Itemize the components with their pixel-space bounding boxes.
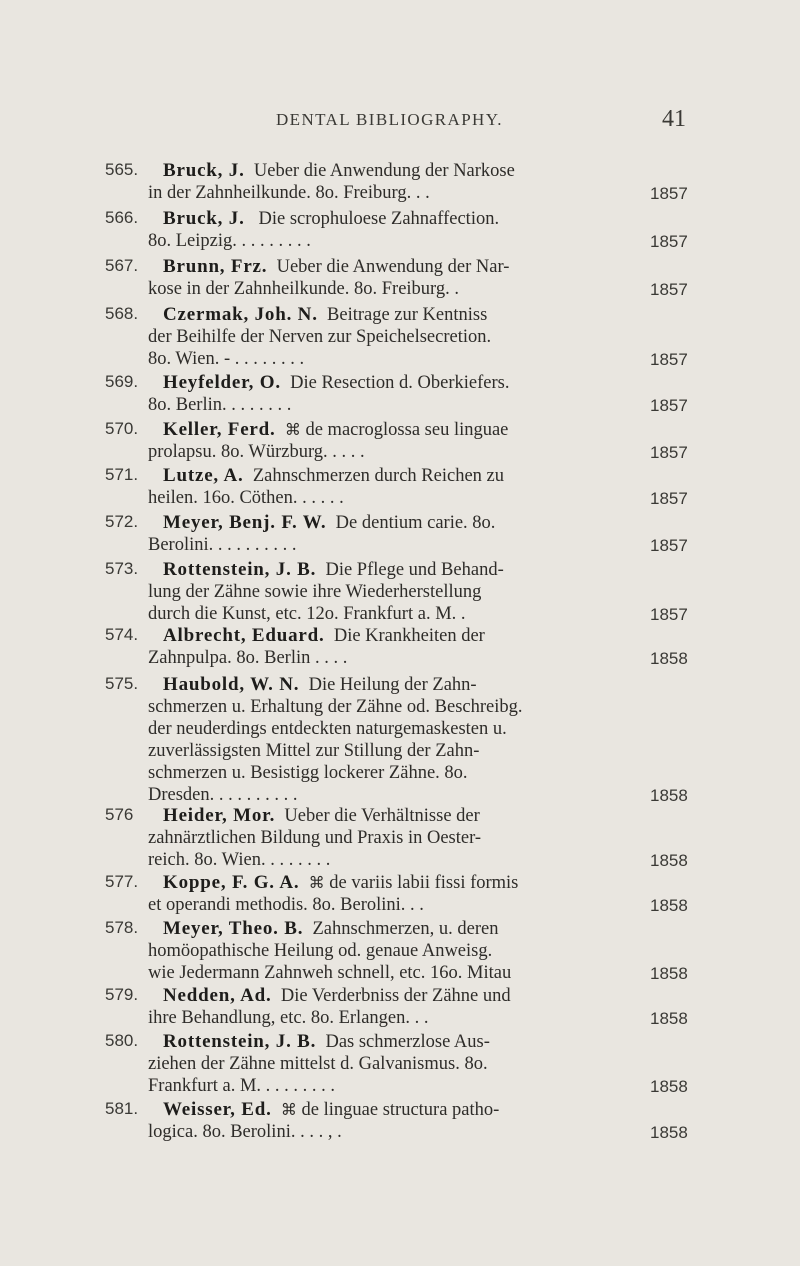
- entry-title: Zahnschmerzen durch Reichen zu: [252, 466, 504, 486]
- entry-number: 575.: [105, 674, 139, 693]
- entry-number: 571.: [105, 465, 139, 484]
- entry-author: Haubold, W. N.: [163, 674, 300, 695]
- entry-year: 1858: [650, 851, 688, 870]
- entry-title: Die Resection d. Oberkiefers.: [290, 373, 510, 393]
- entry-line: zuverlässigsten Mittel zur Stillung der Zahn-: [148, 741, 480, 761]
- entry-line: [163, 872, 518, 895]
- cross-mark-icon: ⌘: [308, 875, 325, 892]
- entry-line: zahnärztlichen Bildung und Praxis in Oester-: [148, 828, 482, 848]
- entry-line: [163, 625, 485, 647]
- entry-line: wie Jedermann Zahnweh schnell, etc. 16o. Mitau: [148, 963, 512, 983]
- entry-number: 577.: [105, 872, 139, 891]
- entry-title: Ueber die Verhältnisse der: [284, 806, 480, 826]
- entry-number: 576: [105, 805, 134, 824]
- entry-line: [163, 304, 487, 326]
- entry-line: heilen. 16o. Cöthen. . . . . .: [148, 488, 344, 508]
- entry-title: De dentium carie. 8o.: [335, 513, 496, 533]
- entry-line: prolapsu. 8o. Würzburg. . . . .: [148, 442, 365, 462]
- entry-number: 566.: [105, 208, 139, 227]
- entry-author: Lutze, A.: [163, 465, 244, 486]
- entry-author: Nedden, Ad.: [163, 985, 272, 1006]
- entry-number: 580.: [105, 1031, 139, 1050]
- entry-line: ziehen der Zähne mittelst d. Galvanismus. 8o.: [148, 1054, 488, 1074]
- cross-mark-icon: ⌘: [280, 1102, 297, 1119]
- entry-line: [163, 805, 480, 827]
- entry-author: Czermak, Joh. N.: [163, 304, 318, 325]
- entry-year: 1857: [650, 232, 688, 251]
- entry-line: in der Zahnheilkunde. 8o. Freiburg. . .: [148, 183, 430, 203]
- entry-author: Koppe, F. G. A.: [163, 872, 300, 893]
- entry-title: Die scrophuloese Zahnaffection.: [258, 209, 500, 229]
- entry-line: Zahnpulpa. 8o. Berlin . . . .: [148, 648, 348, 668]
- entry-author: Meyer, Theo. B.: [163, 918, 304, 939]
- entry-number: 578.: [105, 918, 139, 937]
- entry-author: Heyfelder, O.: [163, 372, 281, 393]
- entry-line: et operandi methodis. 8o. Berolini. . .: [148, 895, 424, 915]
- entry-year: 1858: [650, 964, 688, 983]
- entry-line: [163, 256, 509, 278]
- entry-line: [163, 465, 504, 487]
- entry-title: de variis labii fissi formis: [329, 873, 519, 893]
- entry-year: 1857: [650, 605, 688, 624]
- entry-line: [163, 1099, 499, 1122]
- entry-line: Berolini. . . . . . . . . .: [148, 535, 297, 555]
- entry-number: 568.: [105, 304, 139, 323]
- entry-title: de linguae structura patho-: [301, 1100, 500, 1120]
- entry-line: [163, 559, 504, 581]
- entry-line: der neuderdings entdeckten naturgemaskesten u.: [148, 719, 507, 739]
- entry-line: [163, 419, 508, 442]
- entry-line: schmerzen u. Besistigg lockerer Zähne. 8o.: [148, 763, 468, 783]
- entry-author: Brunn, Frz.: [163, 256, 268, 277]
- entry-line: Dresden. . . . . . . . . .: [148, 785, 298, 805]
- entry-author: Bruck, J.: [163, 208, 245, 229]
- entry-author: Albrecht, Eduard.: [163, 625, 325, 646]
- entry-author: Keller, Ferd.: [163, 419, 276, 440]
- entry-title: Die Krankheiten der: [333, 626, 485, 646]
- entry-line: [163, 918, 498, 940]
- entry-line: reich. 8o. Wien. . . . . . . .: [148, 850, 331, 870]
- entry-number: 567.: [105, 256, 139, 275]
- page-number: 41: [662, 106, 686, 132]
- entry-year: 1857: [650, 443, 688, 462]
- entry-title: Die Pflege und Behand-: [325, 560, 504, 580]
- entry-number: 574.: [105, 625, 139, 644]
- entry-title: Das schmerzlose Aus-: [325, 1032, 490, 1052]
- entry-line: ihre Behandlung, etc. 8o. Erlangen. . .: [148, 1008, 429, 1028]
- entry-author: Heider, Mor.: [163, 805, 276, 826]
- entry-year: 1858: [650, 1077, 688, 1096]
- entry-year: 1857: [650, 536, 688, 555]
- entry-line: 8o. Wien. - . . . . . . . .: [148, 349, 305, 369]
- entry-line: homöopathische Heilung od. genaue Anweisg.: [148, 941, 493, 961]
- entry-line: kose in der Zahnheilkunde. 8o. Freiburg. .: [148, 279, 460, 299]
- entry-title: Ueber die Anwendung der Narkose: [253, 161, 515, 181]
- entry-line: [163, 1031, 490, 1053]
- entry-number: 570.: [105, 419, 139, 438]
- entry-line: [163, 372, 509, 394]
- entry-year: 1857: [650, 280, 688, 299]
- entry-year: 1858: [650, 786, 688, 805]
- entry-author: Rottenstein, J. B.: [163, 1031, 317, 1052]
- cross-mark-icon: ⌘: [284, 422, 301, 439]
- entry-title: Zahnschmerzen, u. deren: [312, 919, 499, 939]
- entry-line: [163, 985, 511, 1007]
- entry-author: Weisser, Ed.: [163, 1099, 272, 1120]
- entry-number: 579.: [105, 985, 139, 1004]
- entry-year: 1857: [650, 184, 688, 203]
- entry-title: Ueber die Anwendung der Nar-: [276, 257, 510, 277]
- entry-title: de macroglossa seu linguae: [305, 420, 509, 440]
- entry-line: logica. 8o. Berolini. . . . , .: [148, 1122, 342, 1142]
- entry-line: durch die Kunst, etc. 12o. Frankfurt a. M. .: [148, 604, 466, 624]
- entry-line: 8o. Leipzig. . . . . . . . .: [148, 231, 311, 251]
- entry-title: Die Verderbniss der Zähne und: [280, 986, 511, 1006]
- entry-line: lung der Zähne sowie ihre Wiederherstellung: [148, 582, 482, 602]
- entry-line: 8o. Berlin. . . . . . . .: [148, 395, 292, 415]
- entry-title: Beitrage zur Kentniss: [327, 305, 488, 325]
- entry-year: 1857: [650, 396, 688, 415]
- entry-number: 572.: [105, 512, 139, 531]
- entry-number: 581.: [105, 1099, 139, 1118]
- entry-line: [163, 512, 495, 534]
- entry-author: Bruck, J.: [163, 160, 245, 181]
- entry-number: 569.: [105, 372, 139, 391]
- entry-year: 1858: [650, 1123, 688, 1142]
- entry-line: Frankfurt a. M. . . . . . . . .: [148, 1076, 336, 1096]
- entry-year: 1858: [650, 896, 688, 915]
- entry-year: 1858: [650, 649, 688, 668]
- entry-title: Die Heilung der Zahn-: [308, 675, 477, 695]
- entry-author: Rottenstein, J. B.: [163, 559, 317, 580]
- entry-line: der Beihilfe der Nerven zur Speichelsecretion.: [148, 327, 492, 347]
- entry-number: 573.: [105, 559, 139, 578]
- entry-year: 1857: [650, 350, 688, 369]
- page-header: [0, 106, 800, 136]
- entry-line: [163, 674, 477, 696]
- entry-line: [163, 208, 499, 230]
- entry-year: 1858: [650, 1009, 688, 1028]
- running-title: DENTAL BIBLIOGRAPHY.: [276, 110, 503, 129]
- entry-author: Meyer, Benj. F. W.: [163, 512, 327, 533]
- entry-number: 565.: [105, 160, 139, 179]
- entry-year: 1857: [650, 489, 688, 508]
- entry-line: schmerzen u. Erhaltung der Zähne od. Beschreibg.: [148, 697, 523, 717]
- entry-line: [163, 160, 515, 182]
